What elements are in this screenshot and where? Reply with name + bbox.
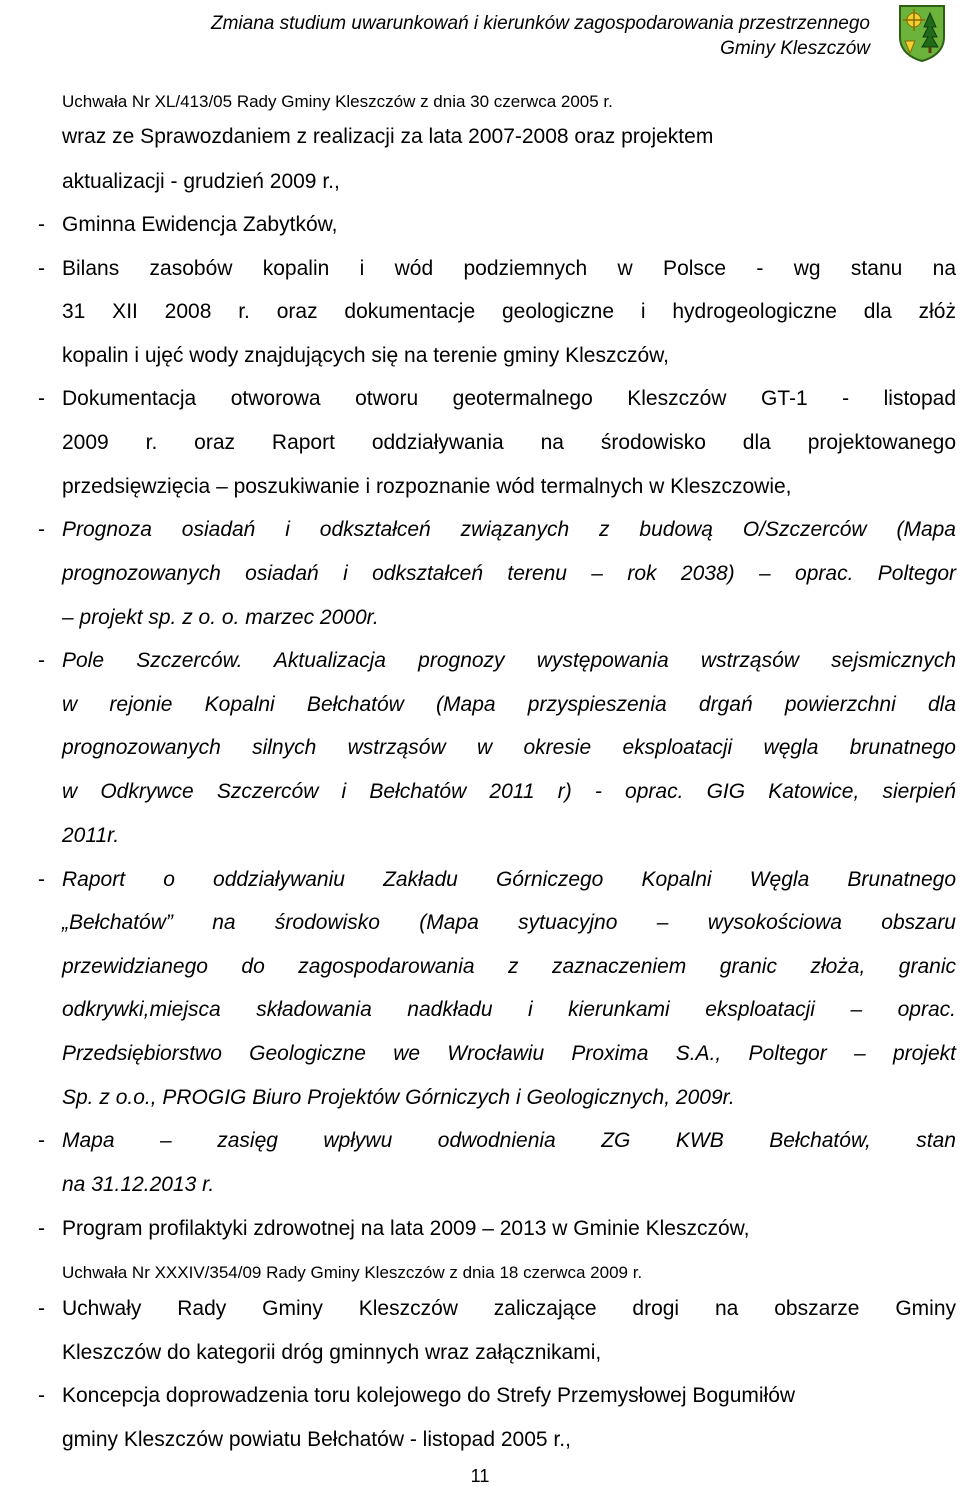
text-line: Pole Szczerców. Aktualizacja prognozy występowania wstrząsów sejsmicznych bbox=[62, 649, 956, 672]
header-title-line1: Zmiana studium uwarunkowań i kierunków zagospodarowania przestrzennego bbox=[210, 13, 870, 34]
bullet-dash: - bbox=[38, 257, 45, 280]
text-line: 2011r. bbox=[62, 824, 120, 847]
bullet-dash: - bbox=[38, 1297, 45, 1320]
text-line: Prognoza osiadań i odkształceń związanych z budową O/Szczerców (Mapa bbox=[62, 518, 956, 541]
text-line: Bilans zasobów kopalin i wód podziemnych w Polsce - wg stanu na bbox=[62, 257, 956, 280]
bullet-dash: - bbox=[38, 518, 45, 541]
text-line: aktualizacji - grudzień 2009 r., bbox=[62, 170, 340, 193]
text-line: Program profilaktyki zdrowotnej na lata 2009 – 2013 w Gminie Kleszczów, bbox=[62, 1217, 750, 1240]
text-line: odkrywki,miejsca składowania nadkładu i kierunkami eksploatacji – oprac. bbox=[62, 998, 956, 1021]
text-line: „Bełchatów” na środowisko (Mapa sytuacyjno – wysokościowa obszaru bbox=[62, 911, 956, 934]
text-line: 31 XII 2008 r. oraz dokumentacje geologiczne i hydrogeologiczne dla złóż bbox=[62, 300, 956, 323]
text-line: prognozowanych osiadań i odkształceń terenu – rok 2038) – oprac. Poltegor bbox=[62, 562, 956, 585]
bullet-dash: - bbox=[38, 1129, 45, 1152]
text-line: Sp. z o.o., PROGIG Biuro Projektów Górniczych i Geologicznych, 2009r. bbox=[62, 1086, 735, 1109]
resolution-line: Uchwała Nr XL/413/05 Rady Gminy Kleszczów z dnia 30 czerwca 2005 r. bbox=[62, 92, 613, 111]
text-line: Uchwały Rady Gminy Kleszczów zaliczające drogi na obszarze Gminy bbox=[62, 1297, 956, 1320]
text-line: gminy Kleszczów powiatu Bełchatów - listopad 2005 r., bbox=[62, 1428, 571, 1451]
text-line: Mapa – zasięg wpływu odwodnienia ZG KWB Bełchatów, stan bbox=[62, 1129, 956, 1152]
bullet-dash: - bbox=[38, 387, 45, 410]
text-line: kopalin i ujęć wody znajdujących się na terenie gminy Kleszczów, bbox=[62, 344, 669, 367]
resolution-line: Uchwała Nr XXXIV/354/09 Rady Gminy Kleszczów z dnia 18 czerwca 2009 r. bbox=[62, 1263, 643, 1282]
text-line: na 31.12.2013 r. bbox=[62, 1173, 215, 1196]
text-line: Dokumentacja otworowa otworu geotermalnego Kleszczów GT-1 - listopad bbox=[62, 387, 956, 410]
bullet-dash: - bbox=[38, 1384, 45, 1407]
text-line: Kleszczów do kategorii dróg gminnych wraz załącznikami, bbox=[62, 1341, 602, 1364]
text-line: przewidzianego do zagospodarowania z zaznaczeniem granic złoża, granic bbox=[62, 955, 956, 978]
text-line: przedsięwzięcia – poszukiwanie i rozpoznanie wód termalnych w Kleszczowie, bbox=[62, 475, 792, 498]
text-line: 2009 r. oraz Raport oddziaływania na środowisko dla projektowanego bbox=[62, 431, 956, 454]
bullet-dash: - bbox=[38, 868, 45, 891]
header-title bbox=[50, 11, 870, 61]
text-line: Gminna Ewidencja Zabytków, bbox=[62, 213, 338, 236]
header-title-line2: Gminy Kleszczów bbox=[720, 38, 870, 59]
text-line: Raport o oddziaływaniu Zakładu Górniczego Kopalni Węgla Brunatnego bbox=[62, 868, 956, 891]
bullet-dash: - bbox=[38, 1217, 45, 1240]
text-line: wraz ze Sprawozdaniem z realizacji za lata 2007-2008 oraz projektem bbox=[62, 125, 714, 148]
bullet-dash: - bbox=[38, 213, 45, 236]
text-line: prognozowanych silnych wstrząsów w okresie eksploatacji węgla brunatnego bbox=[62, 736, 956, 759]
text-line: – projekt sp. z o. o. marzec 2000r. bbox=[62, 606, 379, 629]
text-line: Przedsiębiorstwo Geologiczne we Wrocławiu Proxima S.A., Poltegor – projekt bbox=[62, 1042, 956, 1065]
page-number: 11 bbox=[470, 1466, 490, 1486]
text-line: w rejonie Kopalni Bełchatów (Mapa przyspieszenia drgań powierzchni dla bbox=[62, 693, 956, 716]
text-line: w Odkrywce Szczerców i Bełchatów 2011 r) - oprac. GIG Katowice, sierpień bbox=[62, 780, 956, 803]
text-line: Koncepcja doprowadzenia toru kolejowego do Strefy Przemysłowej Bogumiłów bbox=[62, 1384, 796, 1407]
bullet-dash: - bbox=[38, 649, 45, 672]
crest-icon bbox=[897, 3, 947, 63]
